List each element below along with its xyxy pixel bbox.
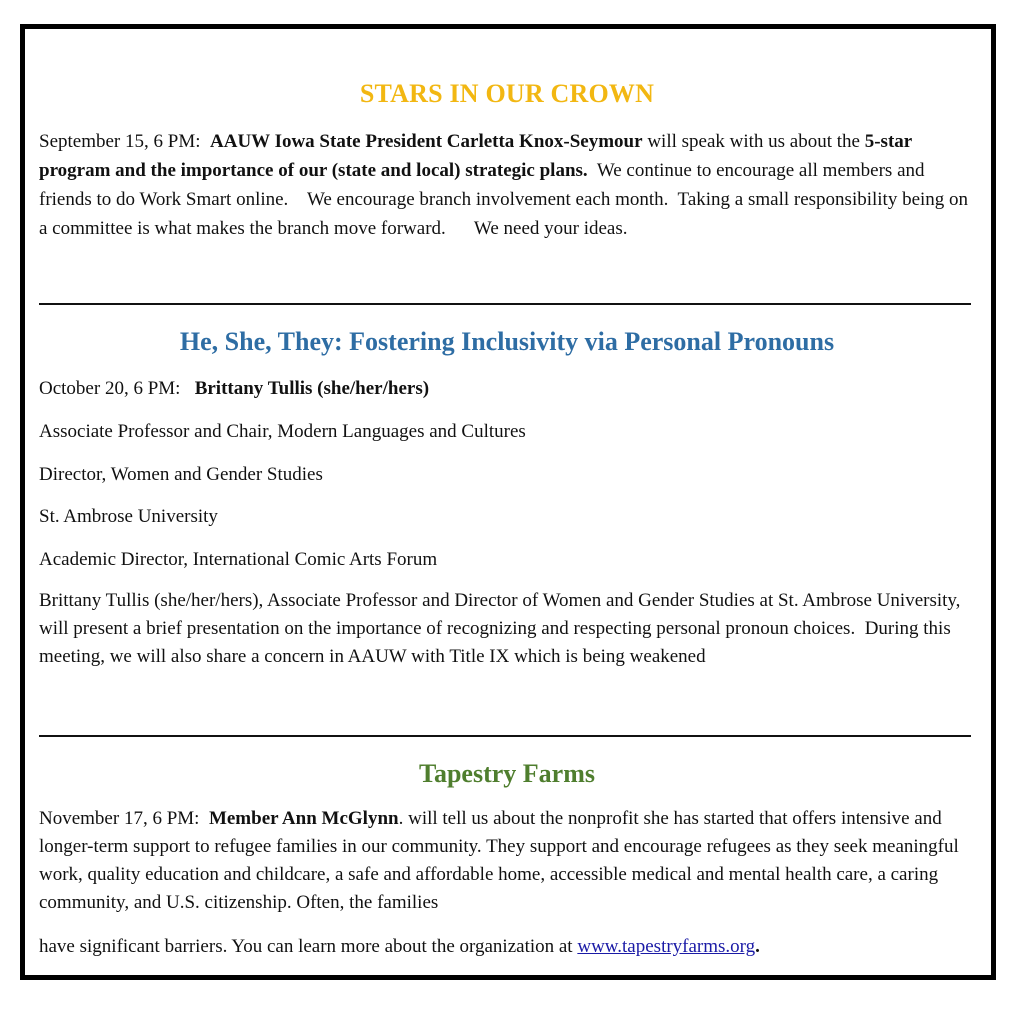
section-divider-2 — [39, 735, 971, 737]
tapestry-end: . — [755, 936, 760, 957]
pronouns-role3: Academic Director, International Comic Arts Forum — [39, 549, 438, 570]
tapestry-title: Tapestry Farms — [419, 759, 595, 788]
tapestry-speaker: Member Ann McGlynn — [208, 808, 399, 829]
stars-date: September 15, 6 PM: — [39, 131, 201, 152]
pronouns-title: He, She, They: Fostering Inclusivity via Personal Pronouns — [179, 327, 835, 356]
tapestry-text-a: . will tell us about the nonprofit she has started that offers intensive and longer-term support to refugee families in our community. They support and encourage refugees as they seek meaningful work, quality education and childcare, a safe and affordable home, accessible medical and mental health care, a caring community, and U.S. citizenship. Often, the families — [39, 808, 959, 913]
section-divider-1 — [39, 303, 971, 305]
pronouns-description: Brittany Tullis (she/her/hers), Associate Professor and Director of Women and Gender Studies at St. Ambrose University, will present a brief presentation on the importance of recognizing and respecting personal pronoun choices. During this meeting, we will also share a concern in AAUW with Title IX which is being weakened — [39, 590, 966, 667]
tapestry-text-b: have significant barriers. You can learn more about the organization at — [39, 936, 578, 957]
newsletter-frame — [20, 24, 996, 980]
pronouns-role2: Director, Women and Gender Studies — [39, 464, 323, 485]
tapestry-link[interactable]: www.tapestryfarms.org — [577, 936, 756, 957]
tapestry-date: November 17, 6 PM: — [39, 808, 200, 829]
stars-speaker: AAUW Iowa State President Carletta Knox-Seymour — [210, 131, 643, 152]
pronouns-date-line — [39, 374, 975, 403]
stars-topic: 5-star program and the importance of our (state and local) strategic plans. — [39, 131, 912, 181]
pronouns-role1: Associate Professor and Chair, Modern Languages and Cultures — [39, 421, 526, 442]
stars-text-a: will speak with us about the — [642, 131, 865, 152]
pronouns-date: October 20, 6 PM: — [39, 378, 181, 399]
stars-title: STARS IN OUR CROWN — [359, 79, 655, 108]
tapestry-closing — [39, 932, 975, 961]
tapestry-paragraph — [39, 805, 975, 917]
pronouns-institution: St. Ambrose University — [39, 506, 218, 527]
stars-text-b: We continue to encourage all members and friends to do Work Smart online. We encourage branch involvement each month. Taking a small responsibility being on a committee is what makes the branch move forward. We need your ideas. — [39, 160, 973, 239]
pronouns-speaker: Brittany Tullis (she/her/hers) — [194, 378, 430, 399]
stars-paragraph — [39, 127, 975, 243]
